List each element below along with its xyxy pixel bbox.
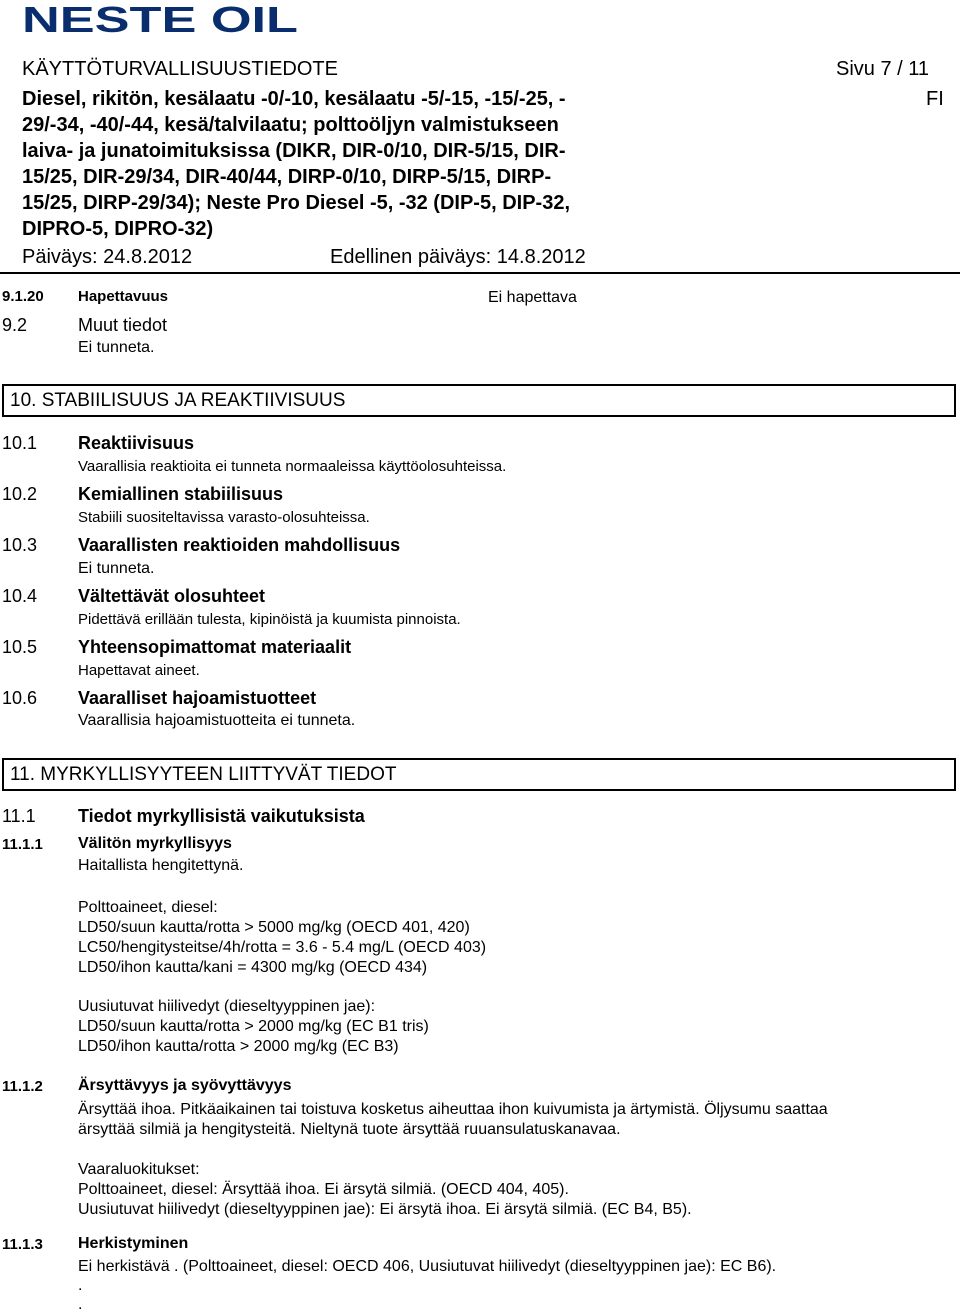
neste-oil-logo — [22, 4, 302, 34]
text-line: Ärsyttää ihoa. Pitkäaikainen tai toistuva kosketus aiheuttaa ihon kuivumista ja ärtymistä. Öljysumu saattaa — [78, 1101, 828, 1118]
section-heading: Välitön myrkyllisyys — [78, 835, 232, 852]
section-heading: Vaarallisten reaktioiden mahdollisuus — [78, 535, 401, 555]
section-text: Haitallista hengitettynä. — [78, 857, 244, 874]
text-line: Polttoaineet, diesel: Ärsyttää ihoa. Ei ärsytä silmiä. (OECD 404, 405). — [78, 1181, 569, 1198]
title-line: Diesel, rikitön, kesälaatu -0/-10, kesälaatu -5/-15, -15/-25, - — [22, 88, 566, 110]
section-value: Ei hapettava — [488, 289, 577, 306]
header-divider — [0, 272, 960, 274]
svg-text:NESTE OIL: NESTE OIL — [22, 4, 298, 34]
section-10-title: 10. STABIILISUUS JA REAKTIIVISUUS — [2, 384, 956, 417]
section-number: 10.2 — [2, 484, 38, 504]
text-line: LD50/ihon kautta/rotta > 2000 mg/kg (EC B3) — [78, 1038, 399, 1055]
section-number: 10.6 — [2, 688, 38, 708]
section-number: 11.1.3 — [2, 1236, 43, 1253]
toxicity-block-renewable — [78, 997, 429, 1057]
product-title — [22, 86, 570, 242]
section-number: 9.2 — [2, 315, 28, 335]
text-line: Vaaraluokitukset: — [78, 1161, 200, 1178]
section-text: Hapettavat aineet. — [78, 662, 200, 679]
section-text: Vaarallisia hajoamistuotteita ei tunneta. — [78, 712, 356, 729]
section-heading: Reaktiivisuus — [78, 433, 195, 453]
text-line: Ei herkistävä . (Polttoaineet, diesel: OECD 406, Uusiutuvat hiilivedyt (dieseltyyppinen jae): EC B6). — [78, 1258, 777, 1275]
section-number: 10.5 — [2, 637, 38, 657]
section-text: Vaarallisia reaktioita ei tunneta normaaleissa käyttöolosuhteissa. — [78, 458, 507, 475]
title-line: DIPRO-5, DIPRO-32) — [22, 218, 214, 240]
page-number: Sivu 7 / 11 — [836, 58, 930, 80]
title-line: 15/25, DIRP-29/34); Neste Pro Diesel -5, -32 (DIP-5, DIP-32, — [22, 192, 570, 214]
text-line: LD50/suun kautta/rotta > 2000 mg/kg (EC B1 tris) — [78, 1018, 429, 1035]
title-line: 15/25, DIR-29/34, DIR-40/44, DIRP-0/10, DIRP-5/15, DIRP- — [22, 166, 552, 188]
sensitisation-text — [78, 1257, 776, 1314]
text-line: . — [78, 1277, 83, 1294]
section-number: 11.1.2 — [2, 1078, 43, 1095]
section-text: Stabiili suositeltavissa varasto-olosuhteissa. — [78, 509, 370, 526]
section-heading: Yhteensopimattomat materiaalit — [78, 637, 352, 657]
section-text: Ei tunneta. — [78, 560, 155, 577]
section-number: 11.1.1 — [2, 836, 43, 853]
section-text: Pidettävä erillään tulesta, kipinöistä ja kuumista pinnoista. — [78, 611, 461, 628]
toxicity-block-diesel — [78, 898, 486, 978]
section-heading: Ärsyttävyys ja syövyttävyys — [78, 1077, 292, 1094]
section-text: Ei tunneta. — [78, 339, 155, 356]
previous-date: Edellinen päiväys: 14.8.2012 — [330, 246, 586, 268]
section-heading: Hapettavuus — [78, 288, 169, 305]
text-line: Uusiutuvat hiilivedyt (dieseltyyppinen jae): Ei ärsytä ihoa. Ei ärsytä silmiä. (EC B4, B5). — [78, 1201, 692, 1218]
text-line: ärsyttää silmiä ja hengitysteitä. Nieltynä tuote ärsyttää ruuansulatuskanavaa. — [78, 1121, 621, 1138]
section-number: 11.1 — [2, 806, 36, 826]
text-line: . — [78, 1296, 83, 1313]
section-heading: Tiedot myrkyllisistä vaikutuksista — [78, 806, 365, 826]
hazard-classes — [78, 1160, 692, 1220]
section-number: 10.4 — [2, 586, 38, 606]
title-line: laiva- ja junatoimituksissa (DIKR, DIR-0/10, DIR-5/15, DIR- — [22, 140, 566, 162]
text-line: Uusiutuvat hiilivedyt (dieseltyyppinen jae): — [78, 998, 376, 1015]
section-heading: Kemiallinen stabiilisuus — [78, 484, 284, 504]
document-type: KÄYTTÖTURVALLISUUSTIEDOTE — [22, 58, 338, 80]
section-number: 10.3 — [2, 535, 38, 555]
section-11-title: 11. MYRKYLLISYYTEEN LIITTYVÄT TIEDOT — [2, 758, 956, 791]
section-number: 10.1 — [2, 433, 38, 453]
section-heading: Vältettävät olosuhteet — [78, 586, 266, 606]
section-heading: Muut tiedot — [78, 315, 168, 335]
text-line: LC50/hengitysteitse/4h/rotta = 3.6 - 5.4 mg/L (OECD 403) — [78, 939, 487, 956]
section-heading: Herkistyminen — [78, 1235, 189, 1252]
section-number: 9.1.20 — [2, 288, 44, 305]
language-code: FI — [926, 88, 944, 110]
text-line: LD50/ihon kautta/kani = 4300 mg/kg (OECD 434) — [78, 959, 428, 976]
irritation-text — [78, 1100, 828, 1140]
text-line: LD50/suun kautta/rotta > 5000 mg/kg (OECD 401, 420) — [78, 919, 470, 936]
title-line: 29/-34, -40/-44, kesä/talvilaatu; polttoöljyn valmistukseen — [22, 114, 559, 136]
issue-date: Päiväys: 24.8.2012 — [22, 246, 193, 268]
text-line: Polttoaineet, diesel: — [78, 899, 218, 916]
section-heading: Vaaralliset hajoamistuotteet — [78, 688, 317, 708]
